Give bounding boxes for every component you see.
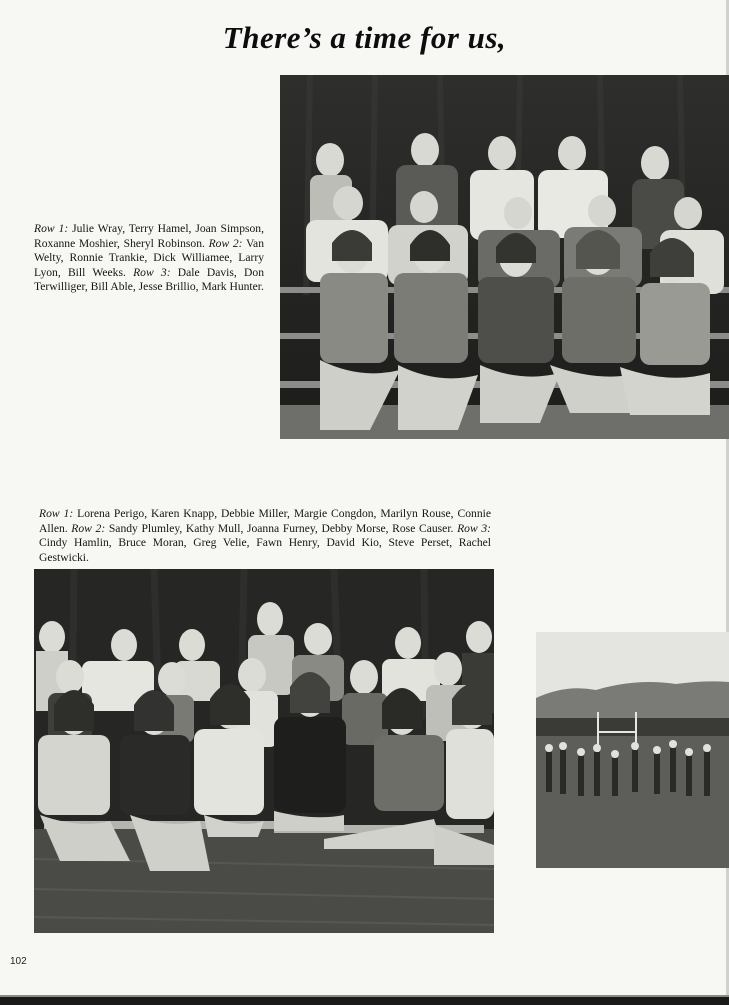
caption-row-names: Julie Wray, Terry Hamel, Joan Simpson, Roxanne Moshier, Sheryl Robinson. bbox=[34, 222, 265, 250]
football-field-photo bbox=[536, 632, 729, 868]
caption-row-label: Row 2: bbox=[208, 236, 243, 250]
caption-row-names: Lorena Perigo, Karen Knapp, Debbie Miller, Margie Congdon, Marilyn Rouse, Connie Allen. bbox=[39, 507, 491, 535]
group-photo-bottom bbox=[34, 569, 494, 933]
scan-border bbox=[0, 997, 729, 1005]
page-number: 102 bbox=[10, 956, 27, 967]
caption-row-names: Van Welty, Ronnie Trankie, Dick Williamee, Larry Lyon, Bill Weeks. bbox=[34, 236, 264, 279]
group-photo-top bbox=[280, 75, 729, 439]
caption-row-names: Cindy Hamlin, Bruce Moran, Greg Velie, Fawn Henry, David Kio, Steve Perset, Rachel Gestwicki. bbox=[39, 536, 491, 564]
page-headline: There’s a time for us, bbox=[222, 20, 507, 55]
caption-row-names: Dale Davis, Don Terwilliger, Bill Able, Jesse Brillio, Mark Hunter. bbox=[34, 265, 264, 294]
caption-row-label: Row 1: bbox=[34, 222, 69, 235]
caption-row-names: Sandy Plumley, Kathy Mull, Joanna Furney, Debby Morse, Rose Causer. bbox=[105, 521, 458, 535]
caption-row-label: Row 1: bbox=[39, 507, 74, 520]
caption-row-label: Row 3: bbox=[457, 521, 492, 535]
caption-row-label: Row 3: bbox=[133, 265, 171, 279]
top-photo-caption bbox=[34, 222, 264, 295]
bottom-photo-caption bbox=[39, 507, 491, 565]
caption-row-label: Row 2: bbox=[71, 521, 106, 535]
